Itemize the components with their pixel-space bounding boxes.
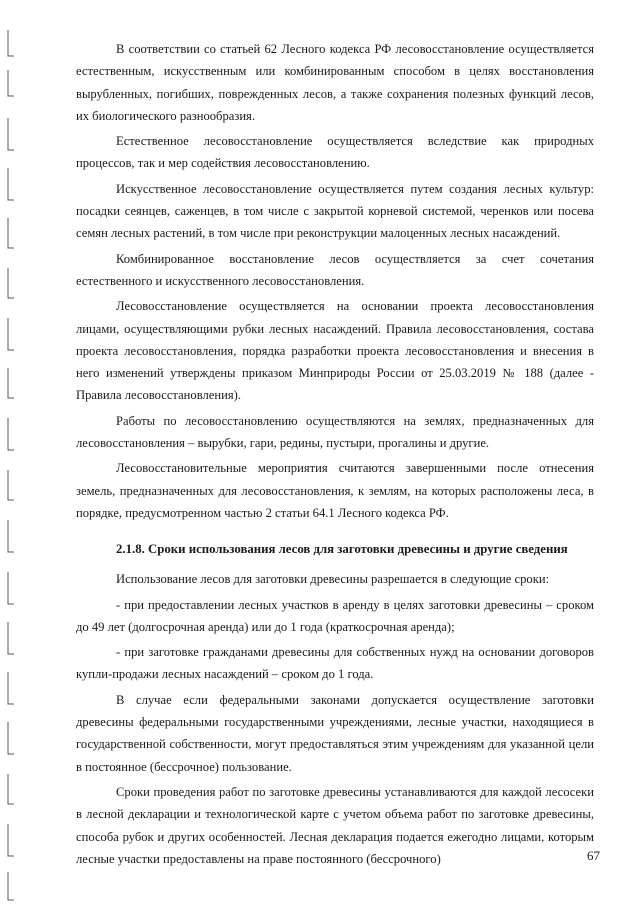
paragraph: Искусственное лесовосстановление осуществляется путем создания лесных культур: посадки сеянцев, саженцев, в том числе с закрытой корневой системой, черенков или посева семян лесных растений, в том числе при реконструкции малоценных лесных насаждений. <box>76 181 594 241</box>
page-number: 67 <box>587 848 600 863</box>
section-paragraph: Использование лесов для заготовки древесины разрешается в следующие сроки: <box>116 572 550 587</box>
paragraph: В соответствии со статьей 62 Лесного кодекса РФ лесовосстановление осуществляется естественным, искусственным или комбинированным способом в целях восстановления вырубленных, погибших, поврежденных лесов, а также сохранения полезных функций лесов, их биологического разнообразия. <box>76 42 594 123</box>
document-body <box>76 38 594 873</box>
paragraph: Естественное лесовосстановление осуществляется вследствие как природных процессов, так и мер содействия лесовосстановлению. <box>76 134 594 171</box>
paragraph: Лесовосстановительные мероприятия считаются завершенными после отнесения земель, предназначенных для лесовосстановления, к землям, на которых расположены леса, в порядке, предусмотренном частью 2 статьи 64.1 Лесного кодекса РФ. <box>76 461 594 520</box>
paragraph: Комбинированное восстановление лесов осуществляется за счет сочетания естественного и искусственного лесовосстановления. <box>76 251 594 288</box>
section-heading: 2.1.8. Сроки использования лесов для заготовки древесины и другие сведения <box>116 542 568 557</box>
list-item: - при предоставлении лесных участков в аренду в целях заготовки древесины – сроком до 49 лет (долгосрочная аренда) или до 1 года (краткосрочная аренда); <box>76 597 594 634</box>
section-paragraph: В случае если федеральными законами допускается осуществление заготовки древесины федеральными государственными учреждениями, лесные участки, находящиеся в государственной собственности, могут предоставляться этим учреждениям для указанной цели в постоянное (бессрочное) пользование. <box>76 692 594 774</box>
list-item: - при заготовке гражданами древесины для собственных нужд на основании договоров купли-продажи лесных насаждений – сроком до 1 года. <box>76 645 594 682</box>
section-paragraph: Сроки проведения работ по заготовке древесины устанавливаются для каждой лесосеки в лесной декларации и технологической карте с учетом объема работ по заготовке древесины, способа рубок и других особенностей. Лесная декларация подается ежегодно лицами, которым лесные участки предоставлены на праве постоянного (бессрочного) <box>76 784 594 866</box>
binding-margin-marks <box>0 0 30 905</box>
paragraph: Работы по лесовосстановлению осуществляются на землях, предназначенных для лесовосстановления – вырубки, гари, редины, пустыри, прогалины и другие. <box>76 413 594 451</box>
paragraph: Лесовосстановление осуществляется на основании проекта лесовосстановления лицами, осуществляющими рубки лесных насаждений. Правила лесовосстановления, состава проекта лесовосстановления, порядка разработки проекта лесовосстановления и внесения в него изменений утверждены приказом Минприроды России от 25.03.2019 № 188 (далее - Правила лесовосстановления). <box>76 299 594 403</box>
